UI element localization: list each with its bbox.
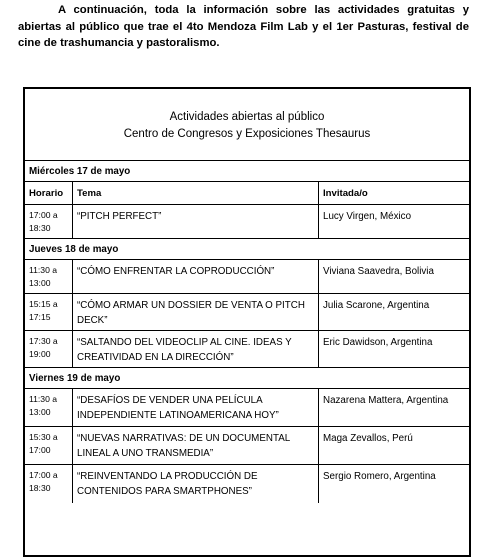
time-start: 17:00 a xyxy=(29,210,58,220)
guest-cell: Nazarena Mattera, Argentina xyxy=(323,395,449,406)
schedule-table xyxy=(23,87,471,557)
topic-cell: “PITCH PERFECT” xyxy=(73,205,319,238)
time-cell xyxy=(25,294,73,330)
topic-cell: “REINVENTANDO LA PRODUCCIÓN DE CONTENIDOS PARA SMARTPHONES” xyxy=(73,465,319,503)
table-title: Actividades abiertas al público xyxy=(169,110,325,123)
guest-cell: Lucy Virgen, México xyxy=(323,211,412,222)
guest-cell: Viviana Saavedra, Bolivia xyxy=(323,266,434,277)
time-start: 15:15 a xyxy=(29,299,58,309)
time-cell xyxy=(25,465,73,503)
time-start: 11:30 a xyxy=(29,265,58,275)
table-subtitle: Centro de Congresos y Exposiciones Thesaurus xyxy=(123,127,371,140)
day-heading: Jueves 18 de mayo xyxy=(25,239,469,260)
time-cell xyxy=(25,331,73,367)
table-row xyxy=(25,260,469,294)
time-end: 17:00 xyxy=(29,445,51,455)
day-heading: Miércoles 17 de mayo xyxy=(25,161,469,182)
guest-cell: Julia Scarone, Argentina xyxy=(323,300,430,311)
topic-cell: “DESAFÍOS DE VENDER UNA PELÍCULA INDEPENDIENTE LATINOAMERICANA HOY” xyxy=(73,389,319,426)
time-start: 11:30 a xyxy=(29,394,58,404)
guest-cell: Sergio Romero, Argentina xyxy=(323,471,436,482)
time-cell xyxy=(25,260,73,293)
time-end: 13:00 xyxy=(29,407,51,417)
time-start: 15:30 a xyxy=(29,432,58,442)
col-header-guest: Invitada/o xyxy=(323,188,368,199)
topic-cell: “SALTANDO DEL VIDEOCLIP AL CINE. IDEAS Y CREATIVIDAD EN LA DIRECCIÓN” xyxy=(73,331,319,367)
topic-cell: “CÓMO ARMAR UN DOSSIER DE VENTA O PITCH DECK” xyxy=(73,294,319,330)
table-row xyxy=(25,389,469,427)
col-header-time: Horario xyxy=(25,182,73,204)
time-cell xyxy=(25,389,73,426)
table-row xyxy=(25,427,469,465)
time-end: 19:00 xyxy=(29,349,51,359)
time-cell xyxy=(25,427,73,464)
guest-cell: Maga Zevallos, Perú xyxy=(323,433,413,444)
time-start: 17:30 a xyxy=(29,336,58,346)
topic-cell: “CÓMO ENFRENTAR LA COPRODUCCIÓN” xyxy=(73,260,319,293)
table-row xyxy=(25,205,469,239)
time-end: 18:30 xyxy=(29,223,51,233)
topic-cell: “NUEVAS NARRATIVAS: DE UN DOCUMENTAL LINEAL A UNO TRANSMEDIA” xyxy=(73,427,319,464)
time-end: 13:00 xyxy=(29,278,51,288)
time-start: 17:00 a xyxy=(29,470,58,480)
guest-cell: Eric Dawidson, Argentina xyxy=(323,337,433,348)
column-headers xyxy=(25,182,469,205)
time-cell xyxy=(25,205,73,238)
intro-paragraph: A continuación, toda la información sobre las actividades gratuitas y abiertas al público que trae el 4to Mendoza Film Lab y el 1er Pasturas, festival de cine de trashumancia y pastoralismo. xyxy=(18,4,469,49)
time-end: 17:15 xyxy=(29,312,51,322)
table-header xyxy=(25,89,469,161)
col-header-topic: Tema xyxy=(73,182,319,204)
table-row xyxy=(25,465,469,503)
time-end: 18:30 xyxy=(29,483,51,493)
table-row xyxy=(25,331,469,368)
table-row xyxy=(25,294,469,331)
day-heading: Viernes 19 de mayo xyxy=(25,368,469,389)
